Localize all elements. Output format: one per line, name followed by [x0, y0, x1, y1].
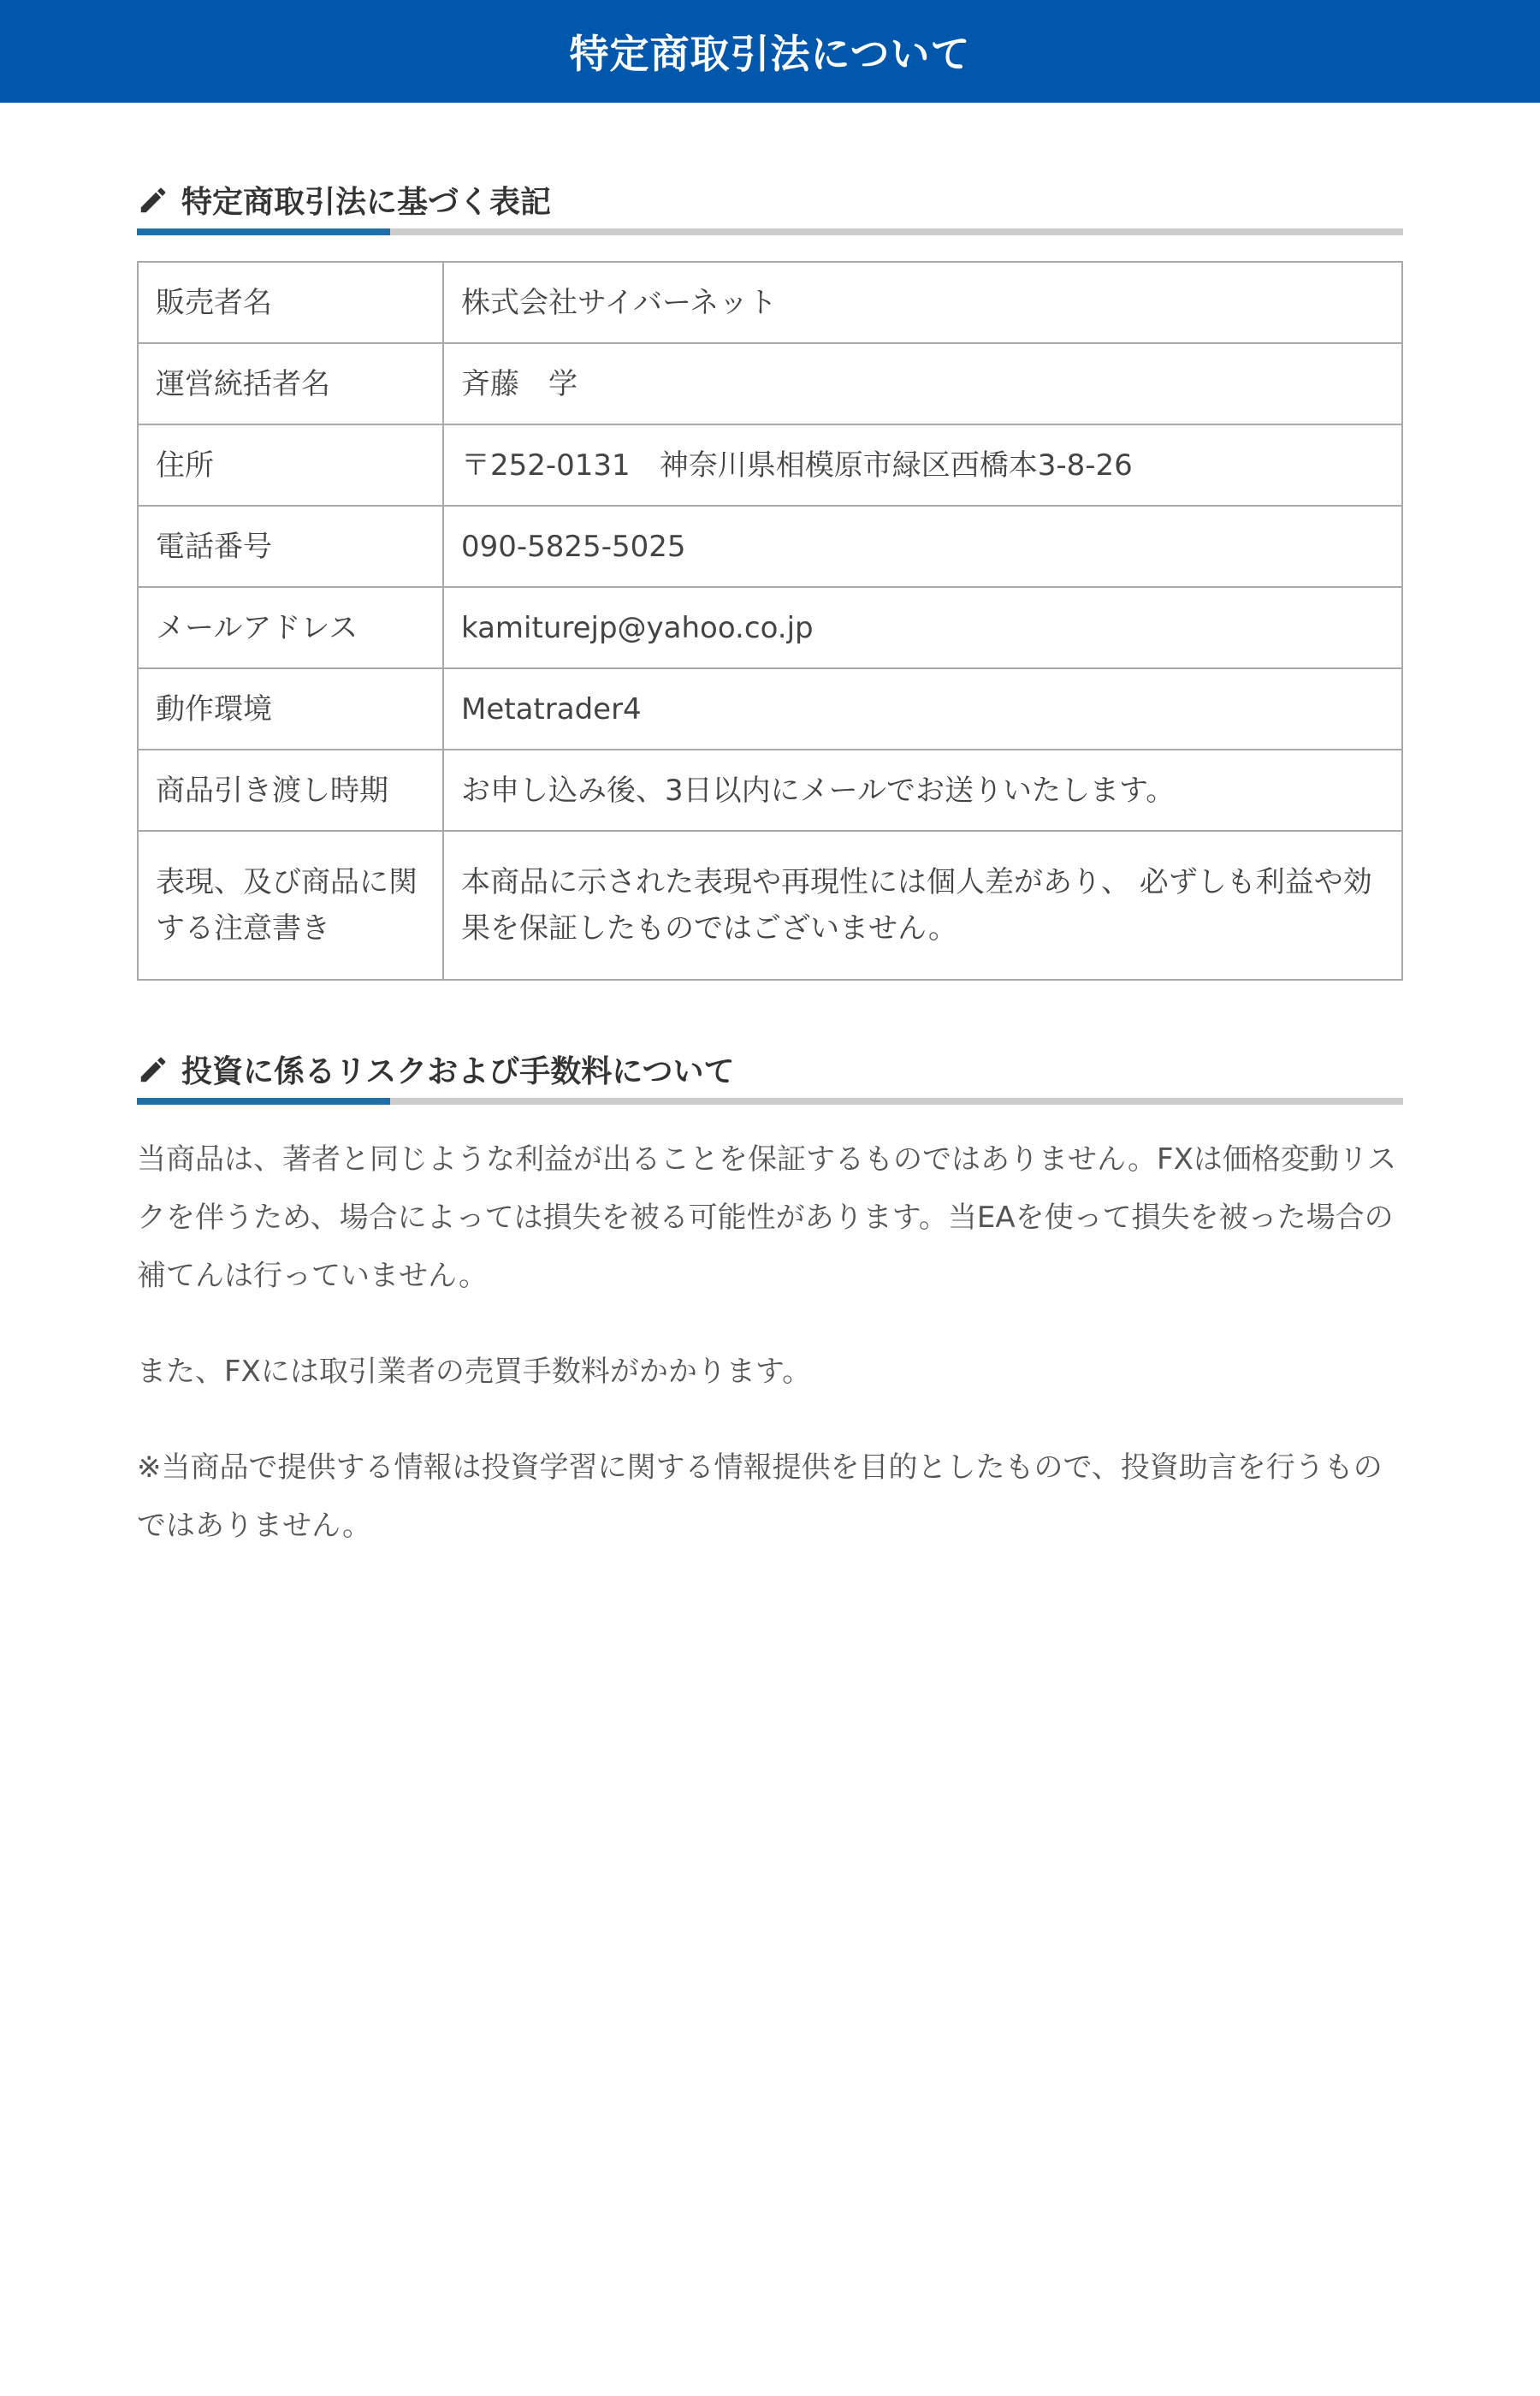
page-header [0, 0, 1540, 103]
table-row [138, 750, 1402, 831]
risk-paragraphs [137, 1130, 1403, 1555]
section-heading-legal-notice [137, 178, 1403, 235]
section-heading-risk-fees [137, 1047, 1403, 1105]
row-value: 本商品に示された表現や再現性には個人差があり、 必ずしも利益や効果を保証したものではございません。 [443, 831, 1402, 980]
pencil-icon [137, 1053, 169, 1086]
row-label: メールアドレス [138, 587, 443, 668]
row-value: 090-5825-5025 [443, 506, 1402, 587]
row-label: 表現、及び商品に関する注意書き [138, 831, 443, 980]
table-row [138, 506, 1402, 587]
main-content [0, 178, 1540, 1555]
row-value: お申し込み後、3日以内にメールでお送りいたします。 [443, 750, 1402, 831]
table-row [138, 424, 1402, 506]
table-row [138, 262, 1402, 343]
disclaimer-paragraph: ※当商品で提供する情報は投資学習に関する情報提供を目的としたもので、投資助言を行うものではありません。 [137, 1450, 1383, 1543]
section-heading-text: 投資に係るリスクおよび手数料について [181, 1054, 735, 1089]
row-label: 商品引き渡し時期 [138, 750, 443, 831]
section-heading-text: 特定商取引法に基づく表記 [181, 185, 552, 220]
table-row [138, 831, 1402, 980]
row-value: Metatrader4 [443, 668, 1402, 750]
table-row [138, 668, 1402, 750]
legal-info-table [137, 261, 1403, 981]
row-value: 〒252-0131 神奈川県相模原市緑区西橋本3-8-26 [443, 424, 1402, 506]
table-row [138, 343, 1402, 424]
row-label: 住所 [138, 424, 443, 506]
row-value: 株式会社サイバーネット [443, 262, 1402, 343]
row-label: 動作環境 [138, 668, 443, 750]
row-label: 電話番号 [138, 506, 443, 587]
row-label: 運営統括者名 [138, 343, 443, 424]
risk-paragraph: 当商品は、著者と同じような利益が出ることを保証するものではありません。FXは価格変動リスクを伴うため、場合によっては損失を被る可能性があります。当EAを使って損失を被った場合の補てんは行っていません。 [137, 1142, 1397, 1293]
table-row [138, 587, 1402, 668]
row-value: 斉藤 学 [443, 343, 1402, 424]
fee-paragraph: また、FXには取引業者の売買手数料がかかります。 [137, 1354, 812, 1389]
pencil-icon [137, 184, 169, 216]
page-title: 特定商取引法について [569, 31, 971, 77]
row-label: 販売者名 [138, 262, 443, 343]
row-value: kamiturejp@yahoo.co.jp [443, 587, 1402, 668]
